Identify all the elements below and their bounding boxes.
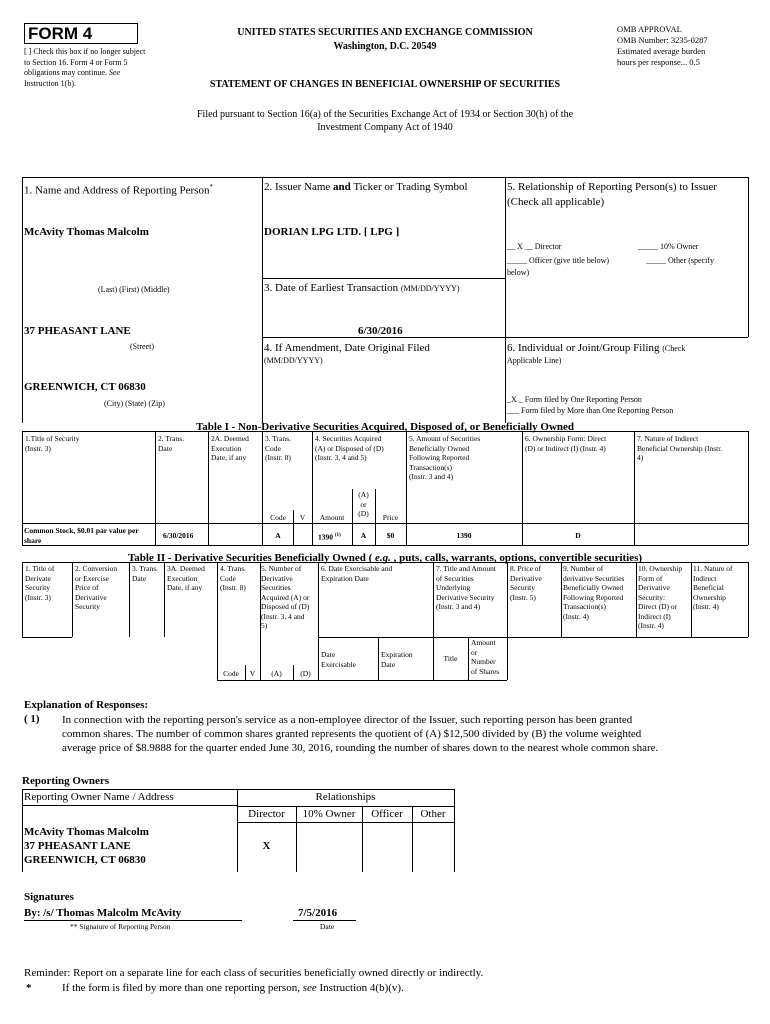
reporting-person-street: 37 PHEASANT LANE [24, 325, 131, 337]
city-state-zip-label: (City) (State) (Zip) [104, 399, 165, 408]
reminder-instruction: If the form is filed by more than one reporting person, see Instruction 4(b)(v). [62, 982, 404, 994]
t1-h3: 3. Trans. Code (Instr. 8) [265, 434, 292, 462]
no-longer-subject-note: [ ] Check this box if no longer subject to Section 16. Form 4 or Form 5 obligations may continue. See Instruction 1(b). [24, 47, 146, 88]
t2-c1: 1. Title of Derivate Security (Instr. 3) [25, 564, 55, 602]
officer-checkbox[interactable]: _____ Officer (give title below) [507, 256, 610, 265]
t1-row-price: $0 [386, 531, 395, 540]
ten-pct-owner-header: 10% Owner [302, 808, 356, 820]
omb-approval: OMB APPROVAL OMB Number: 3235-0287 Estimated average burden hours per response... 0.5 [617, 24, 708, 67]
t2-sub-exp: Expiration Date [381, 650, 413, 669]
t1-h2: 2. Trans. Date [158, 434, 185, 453]
t2-c9: 9. Number of derivative Securities Beneficially Owned Following Reported Transaction(s) (Instr. 4) [563, 564, 625, 621]
owner-name-header: Reporting Owner Name / Address [24, 791, 174, 803]
t2-sub-v: V [249, 669, 256, 678]
t1-row-title: Common Stock, $0.01 par value per share [24, 526, 139, 545]
t1-sub-amount: Amount [319, 513, 345, 522]
filing-label: 6. Individual or Joint/Group Filing (Check [507, 342, 686, 354]
signature-by: By: /s/ Thomas Malcolm McAvity [24, 907, 182, 919]
relationship-below: below) [507, 268, 530, 277]
t2-c11: 11. Nature of Indirect Beneficial Ownership (Instr. 4) [693, 564, 733, 611]
table-2-title: Table II - Derivative Securities Beneficially Owned ( e.g. , puts, calls, warrants, options, convertible securities) [127, 552, 643, 564]
t1-h4: 4. Securities Acquired (A) or Disposed of (D) (Instr. 3, 4 and 5) [315, 434, 384, 462]
t1-row-date: 6/30/2016 [163, 531, 194, 540]
filing-label-2: Applicable Line) [507, 356, 562, 365]
t1-h1: 1.Title of Security (Instr. 3) [25, 434, 80, 453]
t1-sub-price: Price [382, 513, 399, 522]
t2-c6: 6. Date Exercisable and Expiration Date [321, 564, 393, 583]
t2-sub-code: Code [223, 669, 239, 678]
amendment-format: (MM/DD/YYYY) [264, 356, 323, 365]
t2-c3: 3. Trans. Date [132, 564, 159, 583]
reporting-person-label: 1. Name and Address of Reporting Person* [24, 183, 213, 197]
relationship-label: 5. Relationship of Reporting Person(s) to Issuer [507, 181, 717, 193]
owner-director-mark: X [262, 840, 271, 852]
t2-c2: 2. Conversion or Exercise Price of Derivative Security [75, 564, 118, 611]
t1-row-owned: 1390 [456, 531, 472, 540]
director-header: Director [248, 808, 285, 820]
signature-label: ** Signature of Reporting Person [70, 922, 171, 931]
earliest-transaction-date: 6/30/2016 [358, 325, 403, 337]
agency-location: Washington, D.C. 20549 [333, 41, 437, 52]
form-filed-by-more[interactable]: ___ Form filed by More than One Reporting Person [507, 406, 674, 415]
street-label: (Street) [130, 342, 154, 351]
reporting-owners-title: Reporting Owners [22, 775, 110, 787]
other-header: Other [420, 808, 446, 820]
issuer-name-ticker: DORIAN LPG LTD. [ LPG ] [264, 226, 400, 238]
t1-h5: 5. Amount of Securities Beneficially Owned Following Reported Transaction(s) (Instr. 3 and 4) [409, 434, 481, 481]
t2-c4: 4. Trans. Code (Instr. 8) [220, 564, 247, 592]
form-title-box [24, 23, 138, 44]
t2-sub-amount: Amount or Number of Shares [471, 638, 500, 676]
form-title: FORM 4 [28, 24, 93, 43]
agency-name: UNITED STATES SECURITIES AND EXCHANGE COMMISSION [237, 27, 533, 38]
explanation-title: Explanation of Responses: [24, 699, 149, 711]
reminder-star: * [26, 982, 32, 994]
date-label: Date [320, 922, 335, 931]
ten-pct-owner-checkbox[interactable]: _____ 10% Owner [638, 242, 699, 251]
t1-row-amount: 1390 $^{(1)}$ [318, 532, 341, 542]
owner-address: McAvity Thomas Malcolm 37 PHEASANT LANE GREENWICH, CT 06830 [24, 826, 149, 866]
t2-sub-title: Title [443, 654, 458, 663]
t2-sub-date-ex: Date Exercisable [321, 650, 356, 669]
t2-c8: 8. Price of Derivative Security (Instr. 5) [510, 564, 542, 602]
reminder-line: Reminder: Report on a separate line for each class of securities beneficially owned directly or indirectly. [24, 967, 484, 979]
officer-header: Officer [371, 808, 403, 820]
issuer-label: 2. Issuer Name and Ticker or Trading Symbol [264, 181, 468, 193]
signatures-title: Signatures [24, 891, 74, 903]
other-checkbox[interactable]: _____ Other (specify [646, 256, 714, 265]
t2-c10: 10. Ownership Form of Derivative Security: Direct (D) or Indirect (I) (Instr. 4) [638, 564, 683, 630]
amendment-label: 4. If Amendment, Date Original Filed [264, 342, 430, 354]
footnote-text: In connection with the reporting person's service as a non-employee director of the Issuer, such reporting person has been granted common shares. The number of common shares granted represents the quotient of (A) $12,500 divided by (B) the volume weighted average price of $8.9888 for the quarter ended June 30, 2016, rounding the number of shares down to the nearest whole common share. [62, 714, 659, 754]
t1-row-aord: A [360, 531, 367, 540]
t1-sub-aord: (A) or (D) [358, 490, 369, 518]
t1-h6: 6. Ownership Form: Direct (D) or Indirect (I) (Instr. 4) [525, 434, 607, 453]
t1-row-code: A [275, 531, 281, 540]
t1-sub-code: Code [270, 513, 286, 522]
t2-c3a: 3A. Deemed Execution Date, if any [167, 564, 205, 592]
director-checkbox[interactable]: __ X __ Director [507, 242, 562, 251]
filed-pursuant-2: Investment Company Act of 1940 [317, 122, 453, 133]
t1-h2a: 2A. Deemed Execution Date, if any [211, 434, 249, 462]
t2-c5: 5. Number of Derivative Securities Acquired (A) or Disposed of (D) (Instr. 3, 4 and 5) [261, 564, 310, 630]
reporting-person-name: McAvity Thomas Malcolm [24, 226, 149, 238]
filed-pursuant-1: Filed pursuant to Section 16(a) of the Securities Exchange Act of 1934 or Section 30(h) of the [196, 109, 574, 120]
earliest-transaction-label: 3. Date of Earliest Transaction (MM/DD/YYYY) [264, 282, 460, 294]
statement-title: STATEMENT OF CHANGES IN BENEFICIAL OWNERSHIP OF SECURITIES [209, 79, 561, 90]
t1-sub-v: V [299, 513, 306, 522]
t1-row-form: D [575, 531, 581, 540]
relationships-header: Relationships [315, 791, 376, 803]
table-1-title: Table I - Non-Derivative Securities Acquired, Disposed of, or Beneficially Owned [195, 421, 575, 433]
relationship-label-2: (Check all applicable) [507, 196, 605, 208]
reporting-person-city: GREENWICH, CT 06830 [24, 381, 146, 393]
t1-h7: 7. Nature of Indirect Beneficial Ownership (Instr. 4) [637, 434, 723, 462]
form-filed-by-one[interactable]: _X _ Form filed by One Reporting Person [507, 395, 642, 404]
t2-sub-a: (A) [271, 669, 282, 678]
footnote-number: ( 1) [24, 713, 40, 725]
t2-c7: 7. Title and Amount of Securities Underlying Derivative Security (Instr. 3 and 4) [436, 564, 497, 611]
t2-sub-d: (D) [300, 669, 311, 678]
name-parts-label: (Last) (First) (Middle) [98, 285, 170, 294]
signature-date: 7/5/2016 [298, 907, 338, 919]
